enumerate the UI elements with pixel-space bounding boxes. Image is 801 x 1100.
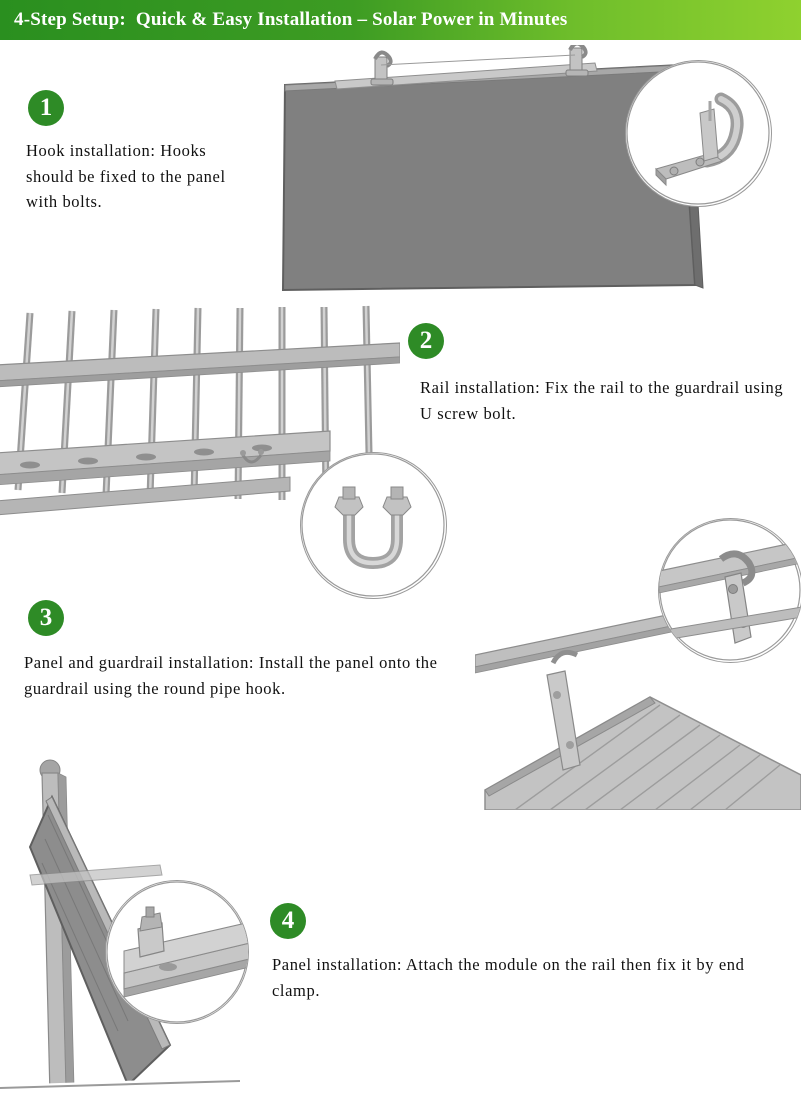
step-4-badge: 4 <box>270 903 306 939</box>
step-2-text: Rail installation: Fix the rail to the guardrail using U screw bolt. <box>420 378 784 423</box>
u-bolt-detail-callout <box>300 452 447 599</box>
step-3-badge: 3 <box>28 600 64 636</box>
step-1-badge: 1 <box>28 90 64 126</box>
step-4-text: Panel installation: Attach the module on the rail then fix it by end clamp. <box>272 955 745 1000</box>
hook-detail-callout <box>625 60 772 207</box>
round-pipe-hook-detail-callout <box>658 518 801 663</box>
header-banner <box>0 0 801 40</box>
step-1-text: Hook installation: Hooks should be fixed to the panel with bolts. <box>26 141 226 212</box>
step-3-text: Panel and guardrail installation: Install the panel onto the guardrail using the round pipe hook. <box>24 653 438 698</box>
banner-title-left: 4-Step Setup: <box>14 9 126 30</box>
banner-title-right: Quick & Easy Installation – Solar Power in Minutes <box>135 9 568 30</box>
end-clamp-detail-callout <box>105 880 249 1024</box>
step-2-badge: 2 <box>408 323 444 359</box>
